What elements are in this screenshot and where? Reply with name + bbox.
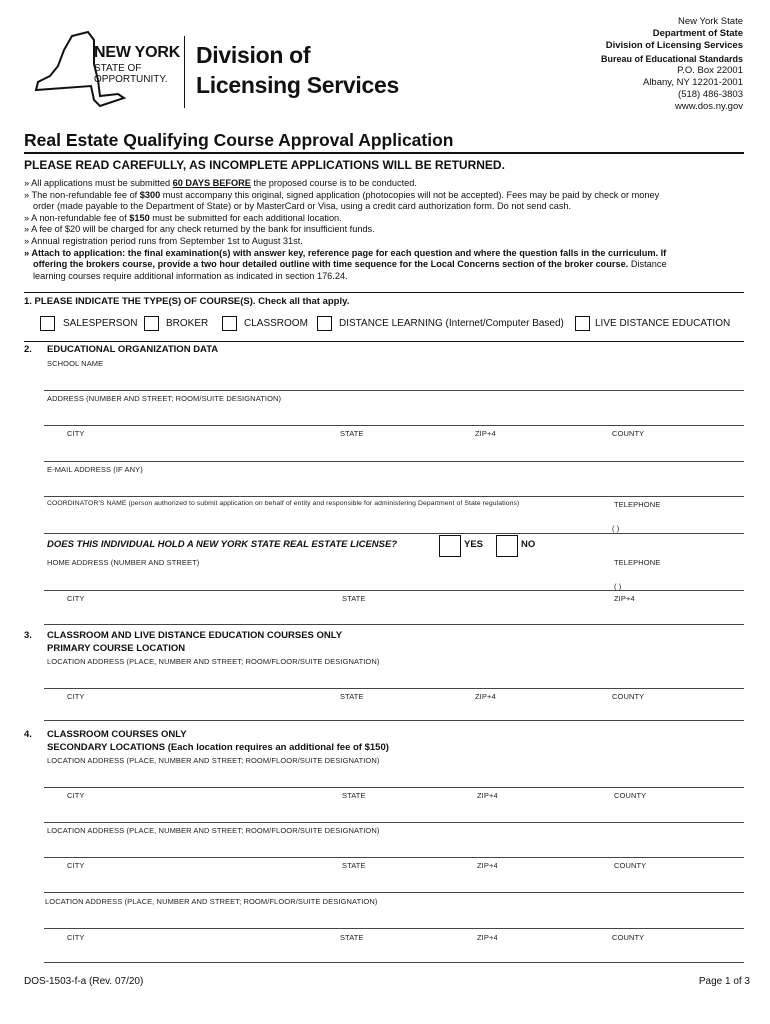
section4-title-1: CLASSROOM COURSES ONLY	[47, 729, 187, 740]
address-po: P.O. Box 22001	[677, 64, 743, 76]
agency-address-block	[601, 16, 743, 114]
instruction-1: » All applications must be submitted 60 DAYS BEFORE the proposed course is to be conducted.	[24, 178, 417, 188]
zip2-label: ZIP+4	[614, 594, 635, 603]
address-dept: Department of State	[652, 28, 743, 40]
state2-label: STATE	[342, 594, 366, 603]
address-web[interactable]: www.dos.ny.gov	[675, 101, 743, 113]
secondary-2-city-field[interactable]	[44, 892, 744, 893]
address-label: ADDRESS (NUMBER AND STREET; ROOM/SUITE DESIGNATION)	[47, 394, 282, 403]
secondary-location-2-field[interactable]	[44, 857, 744, 858]
primary-state-label: STATE	[340, 692, 364, 701]
distance-learning-label: DISTANCE LEARNING (Internet/Computer Based)	[339, 318, 564, 329]
school-name-field[interactable]	[44, 390, 744, 391]
secondary-2-city-label: CITY	[67, 861, 85, 870]
address-bureau: Bureau of Educational Standards	[600, 53, 743, 64]
county-label: COUNTY	[612, 429, 645, 438]
secondary-location-1-label: LOCATION ADDRESS (PLACE, NUMBER AND STREET; ROOM/FLOOR/SUITE DESIGNATION)	[47, 756, 380, 765]
license-no-label: NO	[521, 539, 536, 550]
home-address-label: HOME ADDRESS (NUMBER AND STREET)	[47, 558, 200, 567]
secondary-3-city-label: CITY	[67, 933, 85, 942]
section1-rule	[24, 292, 744, 293]
telephone-parens: ( )	[612, 524, 620, 533]
broker-checkbox[interactable]	[144, 316, 159, 331]
logo-line-1: NEW YORK	[94, 44, 181, 61]
division-title-2: Licensing Services	[196, 72, 399, 98]
division-title-1: Division of	[196, 42, 311, 68]
logo-divider	[184, 36, 185, 108]
zip-label: ZIP+4	[475, 429, 496, 438]
coordinator-label: COORDINATOR'S NAME (person authorized to submit application on behalf of entity and responsible for administering Department of State regulations)	[47, 500, 520, 507]
telephone-label: TELEPHONE	[614, 500, 661, 509]
logo-line-3: OPPORTUNITY.	[94, 74, 168, 85]
city2-field[interactable]	[44, 624, 744, 625]
section2-rule	[24, 341, 744, 342]
logo-line-2: STATE OF	[94, 63, 142, 74]
secondary-3-state-label: STATE	[340, 933, 364, 942]
address-phone: (518) 486-3803	[678, 89, 743, 101]
classroom-label: CLASSROOM	[244, 318, 308, 329]
instructions-list	[24, 178, 752, 282]
coordinator-field[interactable]	[44, 533, 744, 534]
license-question: DOES THIS INDIVIDUAL HOLD A NEW YORK STATE REAL ESTATE LICENSE?	[47, 539, 398, 550]
secondary-location-3-field[interactable]	[44, 928, 744, 929]
secondary-3-county-label: COUNTY	[612, 933, 645, 942]
telephone2-parens: ( )	[614, 582, 622, 591]
page-number: Page 1 of 3	[698, 976, 750, 987]
secondary-3-zip-label: ZIP+4	[477, 933, 498, 942]
form-id: DOS-1503-f-a (Rev. 07/20)	[24, 976, 144, 987]
license-yes-checkbox[interactable]	[439, 535, 461, 557]
section3-title-2: PRIMARY COURSE LOCATION	[47, 643, 186, 654]
section3-title-1: CLASSROOM AND LIVE DISTANCE EDUCATION COURSES ONLY	[47, 630, 343, 641]
instruction-6-cont: offering the brokers course, provide a two hour detailed outline with time sequence for the Local Concerns section of the broker course. Distance	[33, 259, 667, 270]
primary-city-label: CITY	[67, 692, 85, 701]
page-title: Real Estate Qualifying Course Approval Application	[24, 130, 454, 150]
address-field[interactable]	[44, 425, 744, 426]
instruction-6: » Attach to application: the final examination(s) with answer key, reference page for each question and where the question falls in the curriculum. If	[24, 247, 667, 258]
instruction-5: » Annual registration period runs from September 1st to August 31st.	[24, 235, 303, 246]
secondary-2-county-label: COUNTY	[614, 861, 647, 870]
section2-number: 2.	[24, 344, 32, 355]
telephone2-label: TELEPHONE	[614, 558, 661, 567]
secondary-2-zip-label: ZIP+4	[477, 861, 498, 870]
secondary-location-3-label: LOCATION ADDRESS (PLACE, NUMBER AND STREET; ROOM/FLOOR/SUITE DESIGNATION)	[45, 897, 378, 906]
license-no-checkbox[interactable]	[496, 535, 518, 557]
instruction-6-cont2: learning courses require additional information as indicated in section 176.24.	[33, 270, 348, 281]
salesperson-label: SALESPERSON	[63, 318, 138, 329]
home-address-field[interactable]	[44, 590, 744, 591]
secondary-1-state-label: STATE	[342, 791, 366, 800]
distance-learning-checkbox[interactable]	[317, 316, 332, 331]
primary-county-label: COUNTY	[612, 692, 645, 701]
address-state: New York State	[678, 16, 743, 27]
instruction-4: » A fee of $20 will be charged for any check returned by the bank for insufficient funds.	[24, 224, 375, 235]
section4-title-2: SECONDARY LOCATIONS (Each location requires an additional fee of $150)	[47, 742, 389, 753]
state-label: STATE	[340, 429, 364, 438]
classroom-checkbox[interactable]	[222, 316, 237, 331]
email-field[interactable]	[44, 496, 744, 497]
live-distance-checkbox[interactable]	[575, 316, 590, 331]
primary-location-field[interactable]	[44, 688, 744, 689]
salesperson-checkbox[interactable]	[40, 316, 55, 331]
address-division: Division of Licensing Services	[605, 40, 743, 52]
title-rule	[24, 152, 744, 154]
secondary-1-city-field[interactable]	[44, 822, 744, 823]
school-name-label: SCHOOL NAME	[47, 359, 104, 368]
secondary-1-county-label: COUNTY	[614, 791, 647, 800]
address-city: Albany, NY 12201-2001	[642, 77, 743, 89]
section3-number: 3.	[24, 630, 32, 641]
live-distance-label: LIVE DISTANCE EDUCATION	[595, 318, 731, 329]
city-state-zip-field[interactable]	[44, 461, 744, 462]
license-yes-label: YES	[464, 539, 484, 550]
instruction-3: » A non-refundable fee of $150 must be submitted for each additional location.	[24, 212, 342, 223]
nys-logo	[28, 30, 408, 114]
secondary-1-city-label: CITY	[67, 791, 85, 800]
city-label: CITY	[67, 429, 85, 438]
section2-title: EDUCATIONAL ORGANIZATION DATA	[47, 344, 219, 355]
email-label: E-MAIL ADDRESS (IF ANY)	[47, 465, 143, 474]
warning-text: PLEASE READ CAREFULLY, AS INCOMPLETE APPLICATIONS WILL BE RETURNED.	[24, 158, 505, 172]
broker-label: BROKER	[166, 318, 209, 329]
primary-city-field[interactable]	[44, 720, 744, 721]
city2-label: CITY	[67, 594, 85, 603]
secondary-location-1-field[interactable]	[44, 787, 744, 788]
secondary-location-2-label: LOCATION ADDRESS (PLACE, NUMBER AND STREET; ROOM/FLOOR/SUITE DESIGNATION)	[47, 826, 380, 835]
secondary-2-state-label: STATE	[342, 861, 366, 870]
secondary-3-city-field[interactable]	[44, 962, 744, 963]
instruction-2: » The non-refundable fee of $300 must accompany this original, signed application (photocopies will not be accepted). Fees may be paid by check or money	[24, 189, 660, 200]
section1-title: 1. PLEASE INDICATE THE TYPE(S) OF COURSE(S). Check all that apply.	[24, 296, 350, 307]
primary-zip-label: ZIP+4	[475, 692, 496, 701]
secondary-1-zip-label: ZIP+4	[477, 791, 498, 800]
instruction-2-cont: order (made payable to the Department of State) or by MasterCard or Visa, using a credit card authorization form. Do not send cash.	[33, 201, 572, 212]
primary-location-label: LOCATION ADDRESS (PLACE, NUMBER AND STREET; ROOM/FLOOR/SUITE DESIGNATION)	[47, 657, 380, 666]
section4-number: 4.	[24, 729, 32, 740]
